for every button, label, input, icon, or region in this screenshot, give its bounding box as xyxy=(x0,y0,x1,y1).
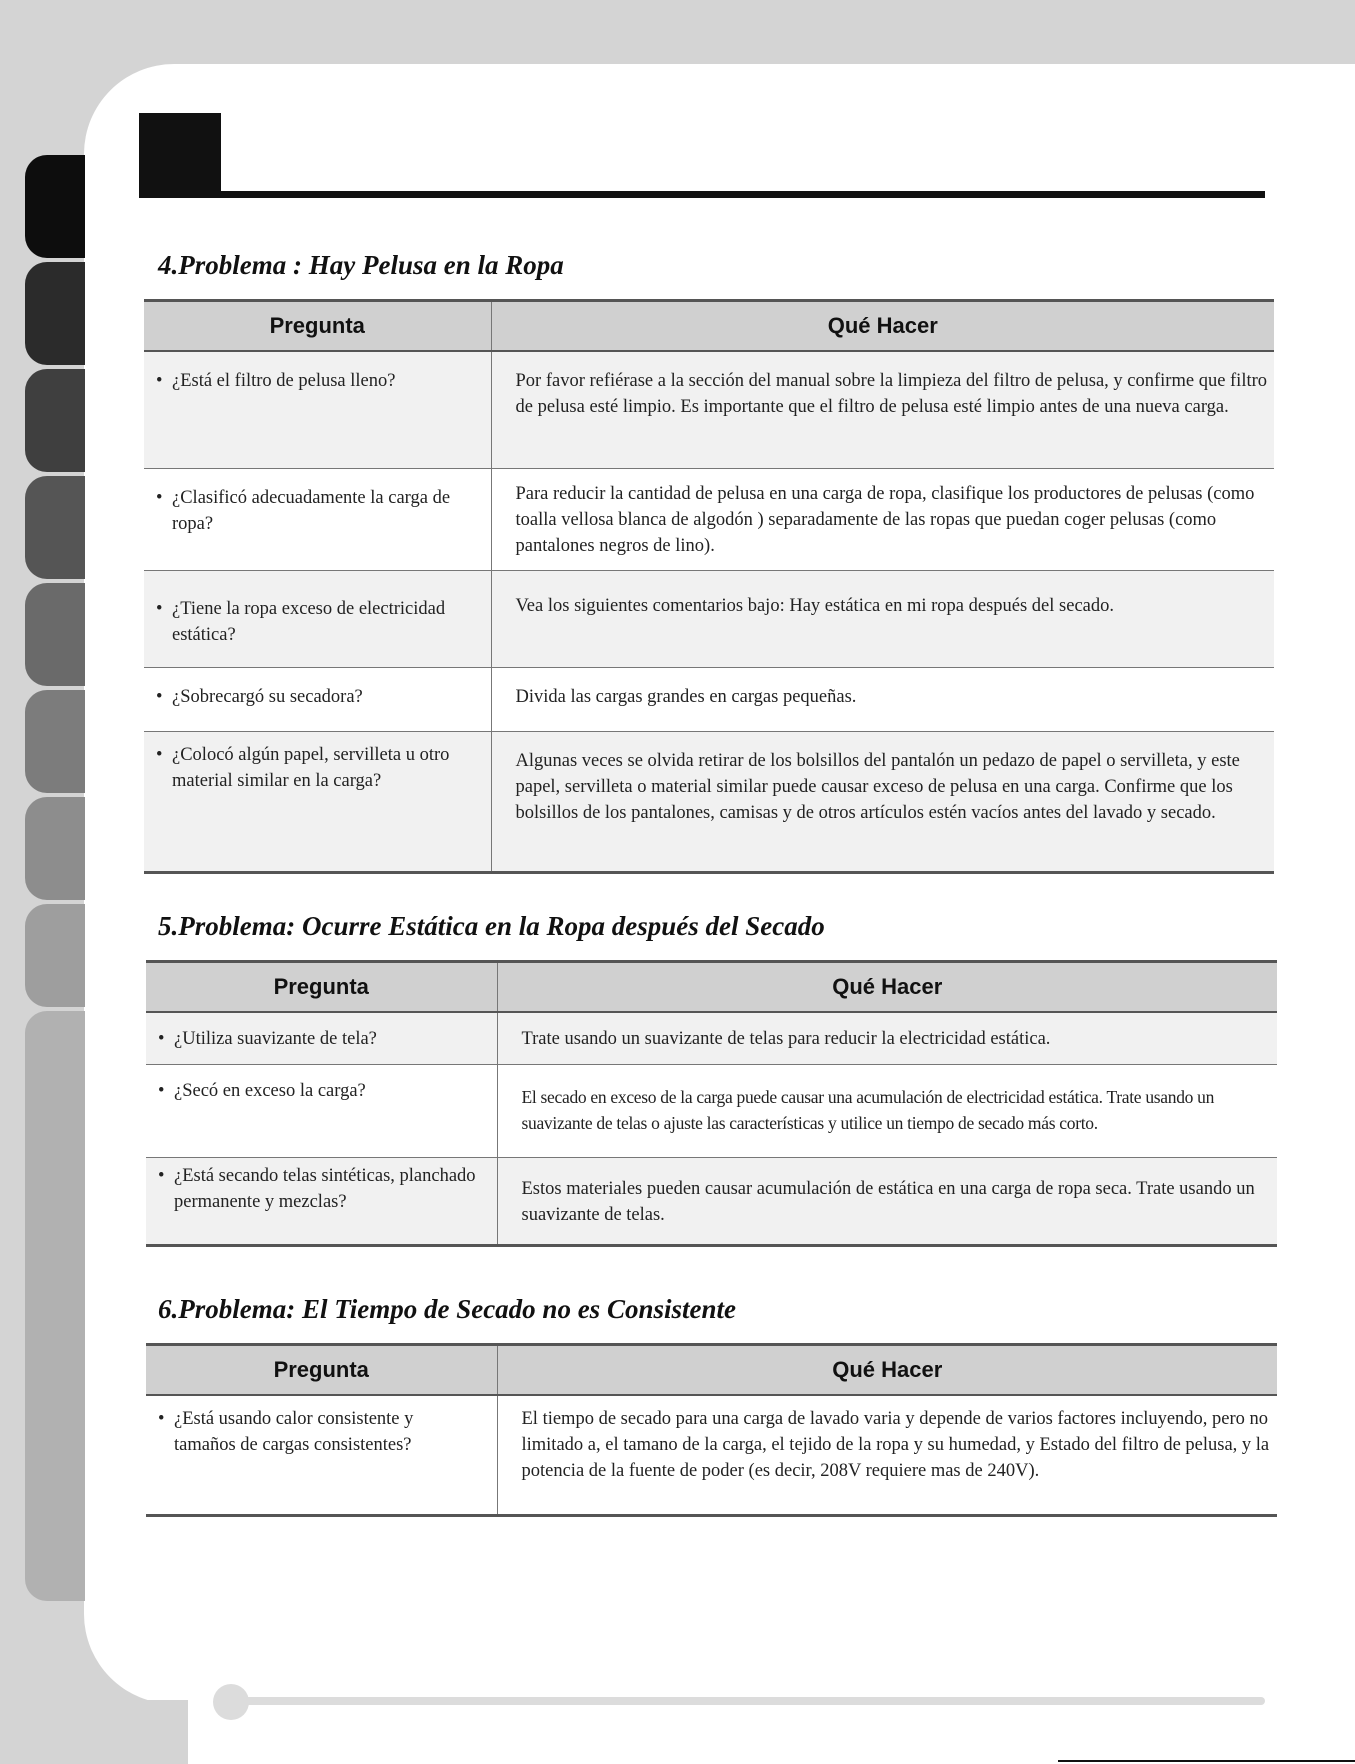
table-row xyxy=(146,1157,1277,1245)
question-text: ¿Utiliza suavizante de tela? xyxy=(174,1029,377,1049)
question-text: ¿Está el filtro de pelusa lleno? xyxy=(172,371,396,391)
bullet: • xyxy=(158,1165,165,1186)
bullet: • xyxy=(156,598,163,619)
question-cell xyxy=(144,570,491,667)
bullet: • xyxy=(156,487,163,508)
header-rule xyxy=(139,191,1265,198)
bullet: • xyxy=(156,371,163,391)
bullet: • xyxy=(156,744,163,765)
question-cell xyxy=(146,1012,497,1064)
bullet: • xyxy=(158,1080,165,1101)
bottom-page-edge xyxy=(188,1704,1355,1764)
column-header-question: Pregunta xyxy=(144,301,491,352)
section-title: 5.Problema: Ocurre Estática en la Ropa después del Secado xyxy=(158,911,825,941)
answer-cell: Divida las cargas grandes en cargas pequeñas. xyxy=(515,686,857,707)
chapter-tab xyxy=(25,369,85,472)
footer-bar xyxy=(230,1697,1265,1705)
column-header-action: Qué Hacer xyxy=(497,962,1277,1013)
section-title: 6.Problema: El Tiempo de Secado no es Consistente xyxy=(158,1294,736,1324)
question-cell xyxy=(144,351,491,468)
bullet: • xyxy=(158,1029,165,1049)
answer-cell: Estos materiales pueden causar acumulación de estática en una carga de ropa seca. Trate usando un suavizante de telas. xyxy=(497,1157,1277,1245)
question-text: ¿Secó en exceso la carga? xyxy=(174,1080,366,1101)
bullet: • xyxy=(158,1409,165,1429)
table-row xyxy=(144,667,1274,731)
bullet: • xyxy=(156,686,163,707)
chapter-tab xyxy=(25,155,85,258)
table-row xyxy=(146,1395,1277,1515)
question-cell xyxy=(144,468,491,570)
table-row xyxy=(144,351,1274,468)
chapter-tab xyxy=(25,797,85,900)
answer-cell: El secado en exceso de la carga puede causar una acumulación de electricidad estática. Trate usando un suavizante de telas o ajuste las características y utilice un tiempo de secado más corto. xyxy=(521,1086,1215,1133)
header-block xyxy=(139,113,221,195)
section-title: 4.Problema : Hay Pelusa en la Ropa xyxy=(158,250,564,280)
chapter-tab xyxy=(25,1011,85,1601)
answer-cell: Por favor refiérase a la sección del manual sobre la limpieza del filtro de pelusa, y confirme que filtro de pelusa esté limpio. Es importante que el filtro de pelusa esté limpio antes de una nueva carga. xyxy=(491,351,1274,468)
question-text: ¿Tiene la ropa exceso de electricidad estática? xyxy=(172,598,446,645)
chapter-tab xyxy=(25,690,85,793)
chapter-tab xyxy=(25,583,85,686)
answer-cell: Algunas veces se olvida retirar de los bolsillos del pantalón un pedazo de papel o servilleta, y este papel, servilleta o material similar puede causar exceso de pelusa en una carga. Confirme que los bolsillos de los pantalones, camisas y de otros artículos estén vacíos antes del lavado y secado. xyxy=(491,731,1274,872)
qa-table xyxy=(144,299,1274,874)
chapter-tab xyxy=(25,904,85,1007)
chapter-tab xyxy=(25,262,85,365)
answer-cell: Para reducir la cantidad de pelusa en una carga de ropa, clasifique los productores de pelusas (como toalla vellosa blanca de algodón ) separadamente de las ropas que puedan coger pelusas (como pantalones negros de lino). xyxy=(515,483,1255,556)
qa-table xyxy=(146,1343,1277,1517)
column-header-question: Pregunta xyxy=(146,1345,497,1396)
qa-table xyxy=(146,960,1277,1247)
column-header-action: Qué Hacer xyxy=(497,1345,1277,1396)
column-header-action: Qué Hacer xyxy=(491,301,1274,352)
table-row xyxy=(144,570,1274,667)
table-row xyxy=(146,1012,1277,1064)
question-cell xyxy=(146,1157,497,1245)
chapter-tabs xyxy=(25,155,85,1605)
table-header xyxy=(146,1345,1277,1396)
question-text: ¿Clasificó adecuadamente la carga de ropa? xyxy=(172,487,451,534)
page-number-circle xyxy=(213,1684,249,1720)
question-cell xyxy=(144,667,491,731)
table-header xyxy=(146,962,1277,1013)
column-header-question: Pregunta xyxy=(146,962,497,1013)
table-header xyxy=(144,301,1274,352)
question-cell xyxy=(144,731,491,872)
answer-cell: Vea los siguientes comentarios bajo: Hay estática en mi ropa después del secado. xyxy=(491,570,1274,667)
question-cell xyxy=(146,1395,497,1515)
answer-cell: Trate usando un suavizante de telas para reducir la electricidad estática. xyxy=(497,1012,1277,1064)
question-text: ¿Sobrecargó su secadora? xyxy=(172,686,363,707)
table-row xyxy=(146,1064,1277,1157)
table-row xyxy=(144,731,1274,872)
question-cell xyxy=(146,1064,497,1157)
footer-rule xyxy=(1058,1760,1355,1762)
bottom-margin xyxy=(0,1700,188,1764)
table-row xyxy=(144,468,1274,570)
answer-cell: El tiempo de secado para una carga de lavado varia y depende de varios factores incluyendo, pero no limitado a, el tamano de la carga, el tejido de la ropa y su humedad, y Estado del filtro de pelusa, y la potencia de la fuente de poder (es decir, 208V requiere mas de 240V). xyxy=(521,1409,1270,1481)
question-text: ¿Está secando telas sintéticas, planchado permanente y mezclas? xyxy=(174,1165,476,1212)
question-text: ¿Está usando calor consistente y tamaños de cargas consistentes? xyxy=(174,1409,414,1455)
question-text: ¿Colocó algún papel, servilleta u otro material similar en la carga? xyxy=(172,744,450,791)
chapter-tab xyxy=(25,476,85,579)
